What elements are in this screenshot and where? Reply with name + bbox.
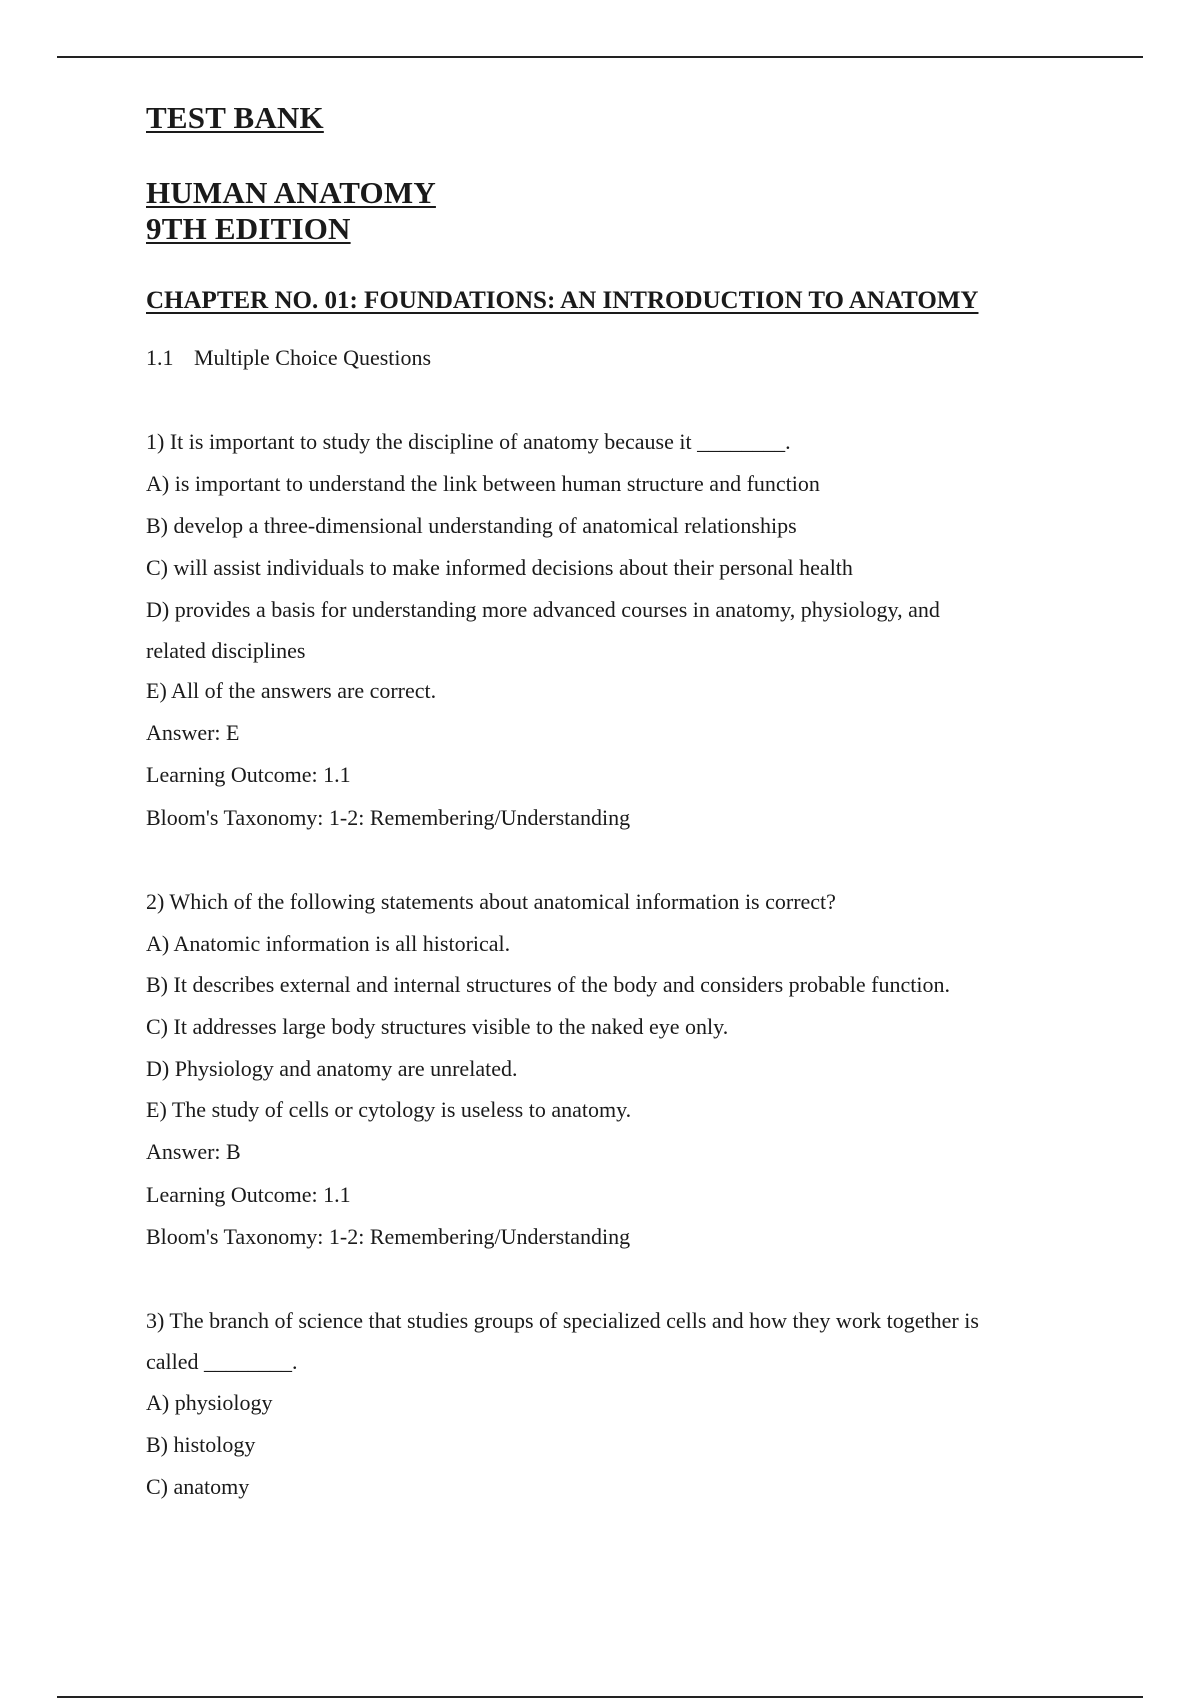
question-3-stem: 3) The branch of science that studies groups of specialized cells and how they work together is (146, 1308, 979, 1333)
question-1-option-c: C) will assist individuals to make informed decisions about their personal health (146, 555, 853, 580)
section-number: 1.1 (146, 345, 174, 370)
section-title: Multiple Choice Questions (194, 345, 432, 370)
question-2-option-a: A) Anatomic information is all historical. (146, 931, 511, 956)
question-2-learning-outcome: Learning Outcome: 1.1 (146, 1182, 351, 1207)
question-2-option-c: C) It addresses large body structures visible to the naked eye only. (146, 1014, 729, 1039)
question-3-option-b: B) histology (146, 1432, 256, 1457)
question-2-bloom: Bloom's Taxonomy: 1-2: Remembering/Understanding (146, 1224, 631, 1249)
question-2-option-b: B) It describes external and internal structures of the body and considers probable function. (146, 972, 950, 997)
question-1-answer: Answer: E (146, 720, 240, 745)
question-1-option-a: A) is important to understand the link between human structure and function (146, 471, 820, 496)
section-heading (146, 344, 431, 372)
question-3-option-c: C) anatomy (146, 1474, 250, 1499)
question-1-bloom: Bloom's Taxonomy: 1-2: Remembering/Understanding (146, 805, 631, 830)
bottom-rule (57, 1696, 1143, 1698)
test-bank-heading: TEST BANK (146, 100, 324, 135)
question-2-stem: 2) Which of the following statements about anatomical information is correct? (146, 889, 836, 914)
question-2-answer: Answer: B (146, 1139, 241, 1164)
question-1-option-b: B) develop a three-dimensional understanding of anatomical relationships (146, 513, 797, 538)
question-1-option-d-continued: related disciplines (146, 638, 306, 663)
book-title-heading: HUMAN ANATOMY (146, 175, 436, 210)
question-1-option-d: D) provides a basis for understanding more advanced courses in anatomy, physiology, and (146, 597, 940, 622)
question-1-learning-outcome: Learning Outcome: 1.1 (146, 762, 351, 787)
question-2-option-d: D) Physiology and anatomy are unrelated. (146, 1056, 518, 1081)
edition-heading: 9TH EDITION (146, 211, 351, 246)
top-rule (57, 56, 1143, 58)
question-1-stem: 1) It is important to study the discipline of anatomy because it ________. (146, 429, 791, 454)
question-1-option-e: E) All of the answers are correct. (146, 678, 437, 703)
question-2-option-e: E) The study of cells or cytology is useless to anatomy. (146, 1097, 632, 1122)
question-3-stem-continued: called ________. (146, 1349, 298, 1374)
question-3-option-a: A) physiology (146, 1390, 273, 1415)
chapter-heading: CHAPTER NO. 01: FOUNDATIONS: AN INTRODUCTION TO ANATOMY (146, 287, 979, 314)
